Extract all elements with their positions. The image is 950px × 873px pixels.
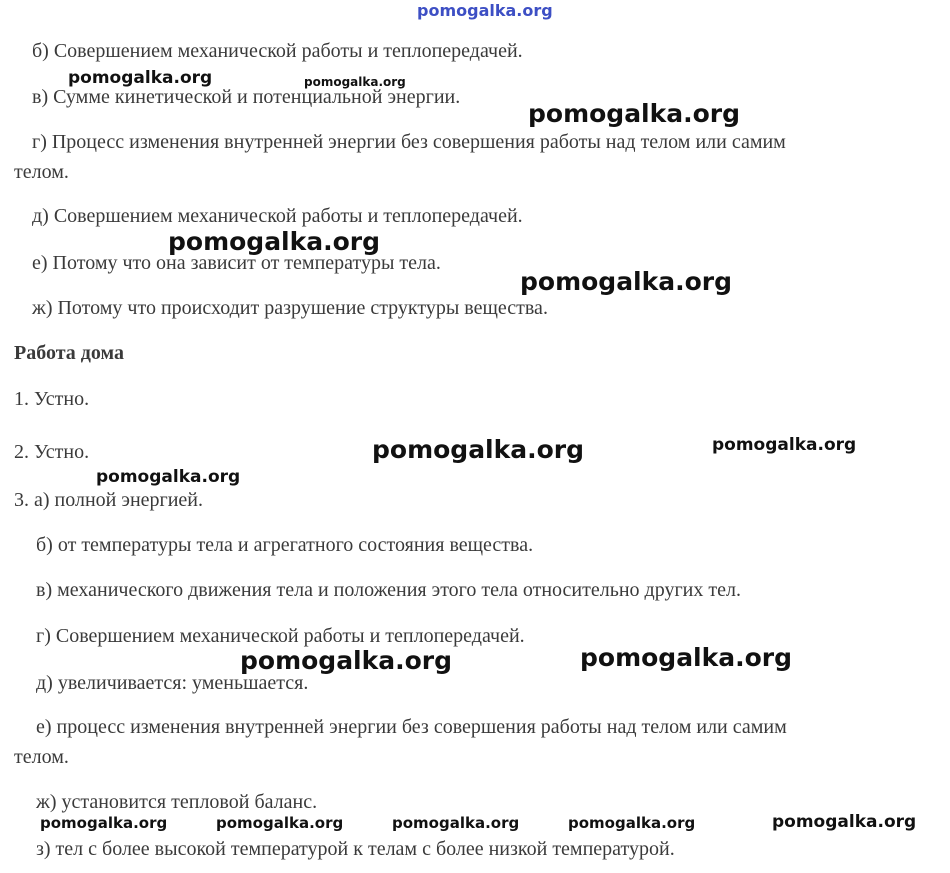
answer-b: б) Совершением механической работы и теплопередачей. — [32, 40, 523, 62]
answer-d: д) Совершением механической работы и теплопередачей. — [32, 205, 523, 227]
answer-g-line2: телом. — [14, 161, 69, 183]
home-item-2: 2. Устно. — [14, 441, 90, 463]
watermark: pomogalka.org — [712, 435, 857, 455]
home-item-3a: 3. а) полной энергией. — [14, 489, 204, 511]
watermark: pomogalka.org — [68, 68, 213, 88]
home-item-3d: д) увеличивается: уменьшается. — [36, 672, 309, 694]
watermark: pomogalka.org — [240, 646, 453, 675]
home-item-3zh: ж) установится тепловой баланс. — [36, 791, 318, 813]
home-item-1: 1. Устно. — [14, 388, 90, 410]
home-item-3v: в) механического движения тела и положения этого тела относительно других тел. — [36, 579, 741, 601]
answer-v: в) Сумме кинетической и потенциальной энергии. — [32, 86, 461, 108]
home-item-3g: г) Совершением механической работы и теплопередачей. — [36, 625, 525, 647]
watermark: pomogalka.org — [168, 227, 381, 256]
watermark: pomogalka.org — [304, 75, 406, 89]
answer-g-line1: г) Процесс изменения внутренней энергии без совершения работы над телом или самим — [32, 131, 786, 153]
watermark: pomogalka.org — [96, 467, 241, 487]
section-heading-home-work: Работа дома — [14, 342, 124, 364]
answer-e: е) Потому что она зависит от температуры тела. — [32, 252, 441, 274]
watermark: pomogalka.org — [216, 814, 344, 832]
watermark: pomogalka.org — [372, 435, 585, 464]
watermark: pomogalka.org — [568, 814, 696, 832]
watermark: pomogalka.org — [520, 267, 733, 296]
answer-zh: ж) Потому что происходит разрушение структуры вещества. — [32, 297, 548, 319]
watermark: pomogalka.org — [772, 812, 917, 832]
watermark: pomogalka.org — [392, 814, 520, 832]
watermark: pomogalka.org — [528, 99, 741, 128]
home-item-3e-line1: е) процесс изменения внутренней энергии без совершения работы над телом или самим — [36, 716, 787, 738]
watermark: pomogalka.org — [580, 643, 793, 672]
watermark: pomogalka.org — [40, 814, 168, 832]
home-item-3z: з) тел с более высокой температурой к телам с более низкой температурой. — [36, 838, 675, 860]
home-item-3b: б) от температуры тела и агрегатного состояния вещества. — [36, 534, 534, 556]
watermark-top: pomogalka.org — [417, 1, 553, 20]
home-item-3e-line2: телом. — [14, 746, 69, 768]
